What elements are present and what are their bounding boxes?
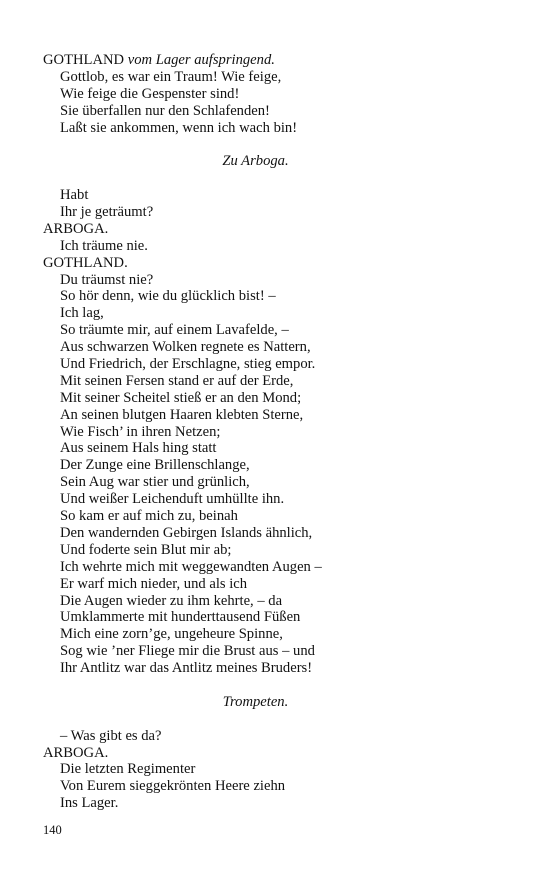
verse-line: Sog wie ’ner Fliege mir die Brust aus – und [60, 643, 315, 660]
verse-line: Du träumst nie? [60, 271, 154, 288]
spacer [43, 677, 523, 694]
verse-line: Wie feige die Gespenster sind! [60, 85, 240, 102]
verse-line: Gottlob, es war ein Traum! Wie feige, [60, 68, 282, 85]
verse-line: Ins Lager. [60, 795, 119, 812]
play-text [43, 52, 523, 812]
verse-line: Die letzten Regimenter [60, 761, 196, 778]
verse-line: Die Augen wieder zu ihm kehrte, – da [60, 592, 283, 609]
verse-line: Ich lag, [60, 305, 104, 322]
verse-line: Laßt sie ankommen, wenn ich wach bin! [60, 119, 298, 136]
page-number: 140 [43, 823, 62, 837]
verse-line: Und Friedrich, der Erschlagne, stieg empor. [60, 356, 316, 373]
speaker-line [43, 52, 523, 69]
verse-line: Sie überfallen nur den Schlafenden! [60, 102, 270, 119]
verse-line: Ihr Antlitz war das Antlitz meines Bruders! [60, 660, 313, 677]
speaker-name: GOTHLAND [43, 52, 125, 68]
verse-line: Von Eurem sieggekrönten Heere ziehn [60, 778, 286, 795]
verse-line: Aus seinem Hals hing statt [60, 440, 217, 457]
verse-line: Umklammerte mit hunderttausend Füßen [60, 609, 301, 626]
speaker-name: GOTHLAND. [43, 254, 128, 271]
verse-line: Er warf mich nieder, und als ich [60, 575, 248, 592]
verse-line: – Was gibt es da? [60, 727, 162, 744]
verse-line: Ich träume nie. [60, 237, 148, 254]
verse-line: Wie Fisch’ in ihren Netzen; [60, 423, 221, 440]
spacer [43, 170, 523, 187]
verse-line: Mit seiner Scheitel stieß er an den Mond; [60, 389, 302, 406]
verse-line: Und weißer Leichenduft umhüllte ihn. [60, 491, 285, 508]
speaker-name: ARBOGA. [43, 220, 109, 237]
verse-line: Der Zunge eine Brillenschlange, [60, 457, 250, 474]
verse-line: Mit seinen Fersen stand er auf der Erde, [60, 372, 294, 389]
stage-direction: vom Lager aufspringend. [127, 52, 275, 68]
spacer [43, 711, 523, 728]
verse-line: Habt [60, 187, 89, 204]
verse-line: Sein Aug war stier und grünlich, [60, 474, 250, 491]
verse-line: So träumte mir, auf einem Lavafelde, – [60, 322, 289, 339]
spacer [43, 136, 523, 153]
stage-direction: Zu Arboga. [222, 153, 289, 170]
speaker-name: ARBOGA. [43, 744, 109, 761]
verse-line: Und foderte sein Blut mir ab; [60, 541, 232, 558]
verse-line: Ich wehrte mich mit weggewandten Augen – [60, 558, 322, 575]
verse-line: Aus schwarzen Wolken regnete es Nattern, [60, 339, 311, 356]
verse-line: Ihr je geträumt? [60, 204, 154, 221]
verse-line: So kam er auf mich zu, beinah [60, 508, 238, 525]
stage-direction: Trompeten. [222, 693, 289, 710]
verse-line: Mich eine zorn’ge, ungeheure Spinne, [60, 626, 283, 643]
verse-line: An seinen blutgen Haaren klebten Sterne, [60, 406, 304, 423]
verse-line: So hör denn, wie du glücklich bist! – [60, 288, 276, 305]
verse-line: Den wandernden Gebirgen Islands ähnlich, [60, 524, 313, 541]
